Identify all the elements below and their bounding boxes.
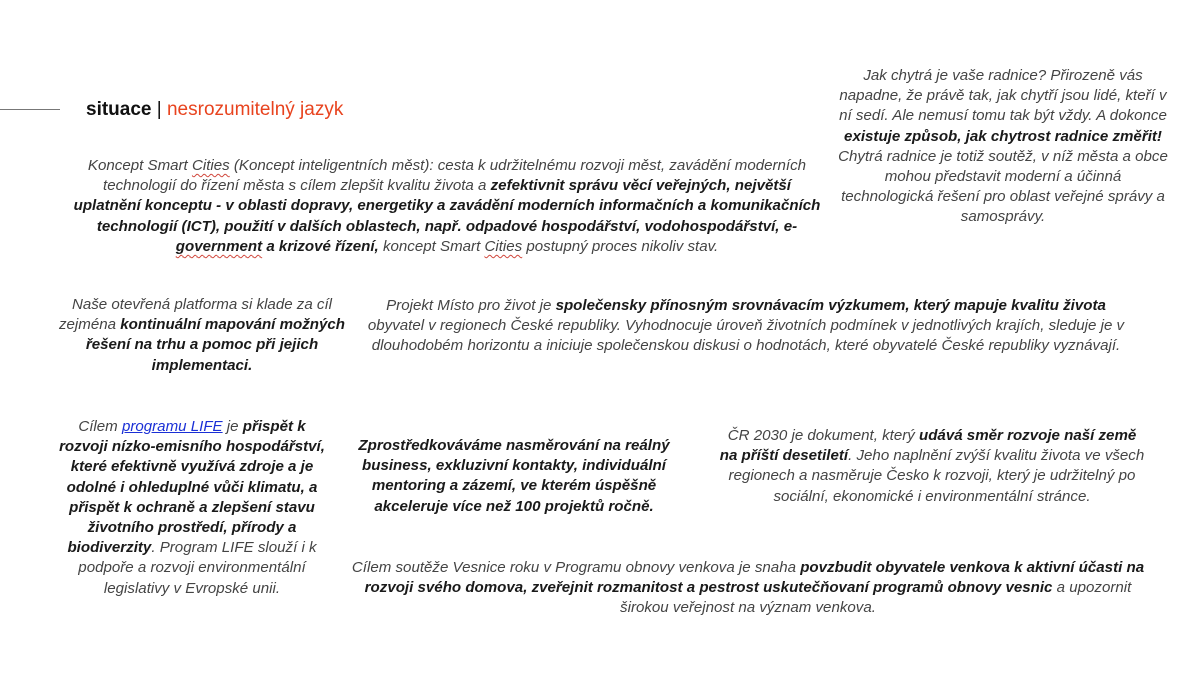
zprostredkovani-text: Zprostředkováváme nasměrování na reálný business, exkluzivní kontakty, individuální mentoring a zázemí, ve kterém úspěšně akceleruje více než 100 projektů ročně. — [358, 437, 670, 515]
bold-text: udává směr rozvoje naší země na příští desetiletí — [719, 427, 1137, 465]
text: Projekt Místo pro život je — [386, 297, 556, 314]
text: (Koncept inteligentních měst): cesta k udržitelnému rozvoji měst, zavádění moderních technologií do řízení města s cílem zlepšit kvalitu života a — [103, 157, 807, 195]
title-accent: nesrozumitelný jazyk — [166, 99, 344, 120]
misto-pro-zivot-text — [358, 296, 1134, 357]
bold-text: přispět k rozvoji nízko-emisního hospodářství, které efektivně využívá zdroje a je odolné i ohleduplné vůči klimatu, a přispět k ochraně a zlepšení stavu životního prostředí, přírody a biodiverzity — [59, 418, 325, 557]
spellcheck-word: Cities — [484, 237, 523, 255]
page-title — [86, 97, 343, 123]
bold-text: společensky přínosným srovnávacím výzkumem, který mapuje kvalitu života — [555, 297, 1106, 314]
text: Naše otevřená platforma si klade za cíl zejména — [58, 296, 333, 334]
text: obyvatel v regionech České republiky. Vyhodnocuje úroveň životních podmínek v jednotlivých krajích, sleduje je v dlouhodobém horizontu a iniciuje společenskou diskusi o hodnotách, které obyvatelé České republiky vyznávají. — [367, 317, 1125, 355]
text: Koncept Smart — [87, 157, 192, 174]
bold-text: a krizové řízení, — [262, 237, 379, 255]
text: . Program LIFE slouží i k podpoře a rozvoji environmentální legislativy v Evropské unii. — [78, 539, 317, 597]
text: Chytrá radnice je totiž soutěž, v níž města a obce mohou představit moderní a účinná technologická řešení pro oblast veřejné správy a samosprávy. — [838, 147, 1168, 226]
text: Jak chytrá je vaše radnice? Přirozeně vás napadne, že právě tak, jak chytří jsou lidé, kteří v ní sedí. Ale nemusí tomu tak být vždy. A dokonce — [839, 67, 1167, 125]
vesnice-roku-text — [350, 558, 1146, 619]
title-bold: situace — [86, 99, 152, 120]
chytra-radnice-text — [838, 66, 1168, 228]
text: je — [222, 418, 243, 435]
cr-2030-text — [718, 426, 1146, 507]
program-life-text — [56, 417, 328, 599]
bold-text: zefektivnit správu věcí veřejných, největší uplatnění konceptu - v oblasti dopravy, energetiky a zavádění moderních informačních a komunikačních technologií (ICT), použití v dalších oblastech, např. odpadové hospodářství, vodohospodářství, e- — [73, 177, 821, 235]
spellcheck-word: government — [175, 237, 263, 255]
bold-text: existuje způsob, jak chytrost radnice změřit! — [844, 127, 1162, 145]
text: koncept Smart — [378, 237, 485, 255]
bold-text: povzbudit obyvatele venkova k aktivní účasti na rozvoji svého domova, zveřejnit rozmanitost a pestrost uskutečňovaní programů obnovy vesnic — [364, 559, 1145, 597]
text: postupný proces nikoliv stav. — [522, 237, 719, 255]
platforma-text — [56, 295, 348, 376]
spellcheck-word: Cities — [191, 157, 230, 174]
title-separator: | — [156, 99, 162, 120]
smart-cities-text — [68, 156, 826, 257]
text: ČR 2030 je dokument, který — [727, 427, 919, 444]
text: Cílem soutěže Vesnice roku v Programu obnovy venkova je snaha — [351, 559, 801, 576]
program-life-link[interactable]: programu LIFE — [121, 418, 223, 435]
bold-text: kontinuální mapování možných řešení na trhu a pomoc při jejich implementaci. — [85, 316, 345, 374]
text: a upozornit širokou veřejnost na význam venkova. — [620, 579, 1132, 617]
text: Cílem — [78, 418, 122, 435]
text: . Jeho naplnění zvýší kvalitu života ve všech regionech a nasměruje Česko k rozvoji, který je udržitelný po sociální, ekonomické i environmentální stránce. — [728, 447, 1145, 505]
header-rule — [0, 109, 60, 110]
